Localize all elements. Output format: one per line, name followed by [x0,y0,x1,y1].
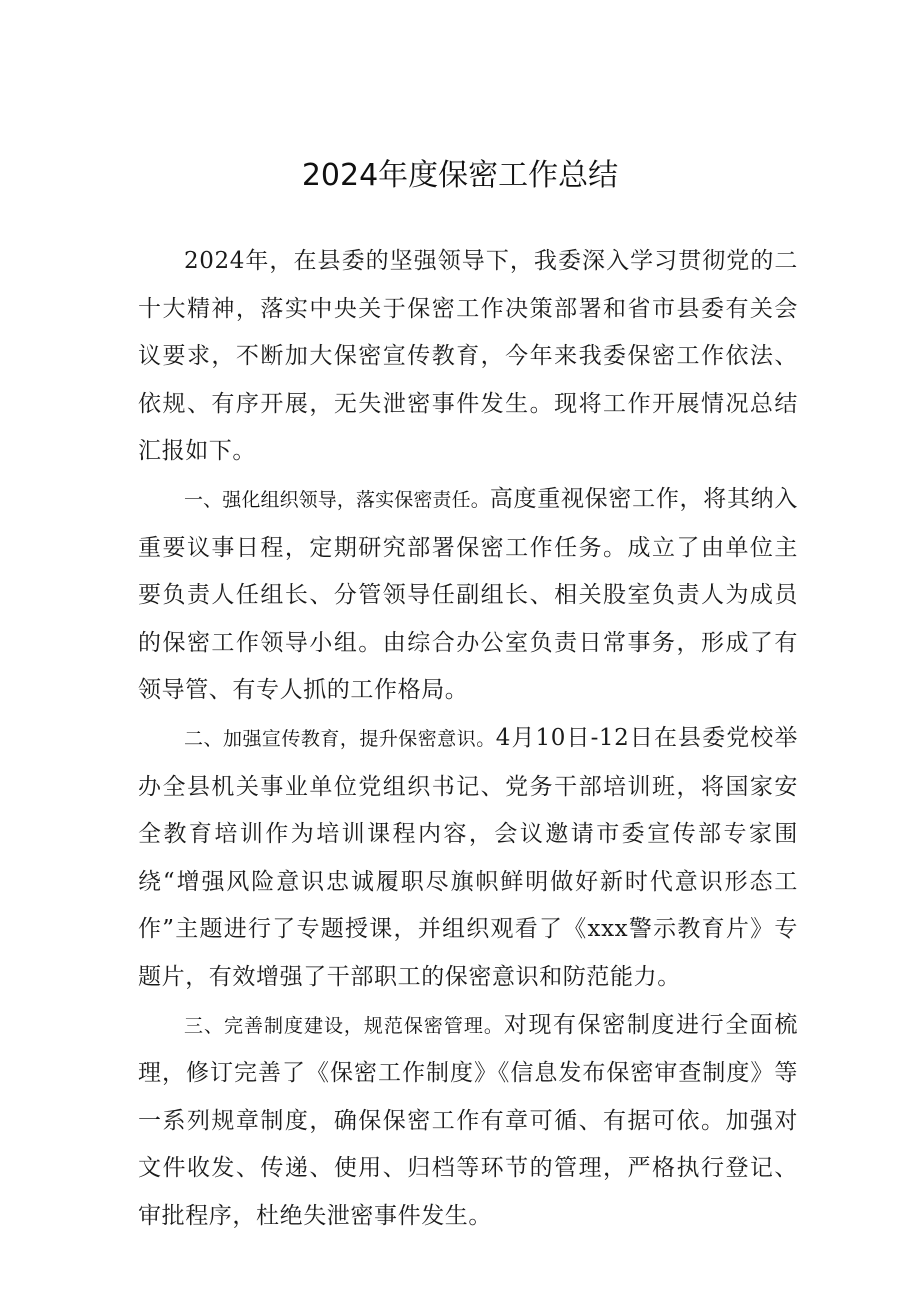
section-1-paragraph [138,476,798,715]
section-2-heading: 二、加强宣传教育，提升保密意识。 [184,727,496,750]
section-1-heading: 一、强化组织领导，落实保密责任。 [184,488,490,511]
intro-paragraph: 2024年，在县委的坚强领导下，我委深入学习贯彻党的二十大精神，落实中央关于保密工作决策部署和省市县委有关会议要求，不断加大保密宣传教育，今年来我委保密工作依法、依规、有序开展，无失泄密事件发生。现将工作开展情况总结汇报如下。 [138,248,798,465]
section-3-heading: 三、完善制度建设，规范保密管理。 [184,1014,504,1037]
document-body [138,238,798,1240]
section-1-text: 高度重视保密工作，将其纳入重要议事日程，定期研究部署保密工作任务。成立了由单位主要负责人任组长、分管领导任副组长、相关股室负责人为成员的保密工作领导小组。由综合办公室负责日常事务，形成了有领导管、有专人抓的工作格局。 [138,485,798,704]
section-3-paragraph [138,1002,798,1241]
section-2-text: 4月10日-12日在县委党校举办全县机关事业单位党组织书记、党务干部培训班，将国家安全教育培训作为培训课程内容，会议邀请市委宣传部专家围绕“增强风险意识忠诚履职尽旗帜鲜明做好新时代意识形态工作”主题进行了专题授课，并组织观看了《xxx警示教育片》专题片，有效增强了干部职工的保密意识和防范能力。 [138,724,798,990]
section-3-text: 对现有保密制度进行全面梳理，修订完善了《保密工作制度》《信息发布保密审查制度》等一系列规章制度，确保保密工作有章可循、有据可依。加强对文件收发、传递、使用、归档等环节的管理，严格执行登记、审批程序，杜绝失泄密事件发生。 [138,1011,798,1229]
document-title: 2024年度保密工作总结 [301,158,619,193]
section-2-paragraph [138,715,798,1002]
